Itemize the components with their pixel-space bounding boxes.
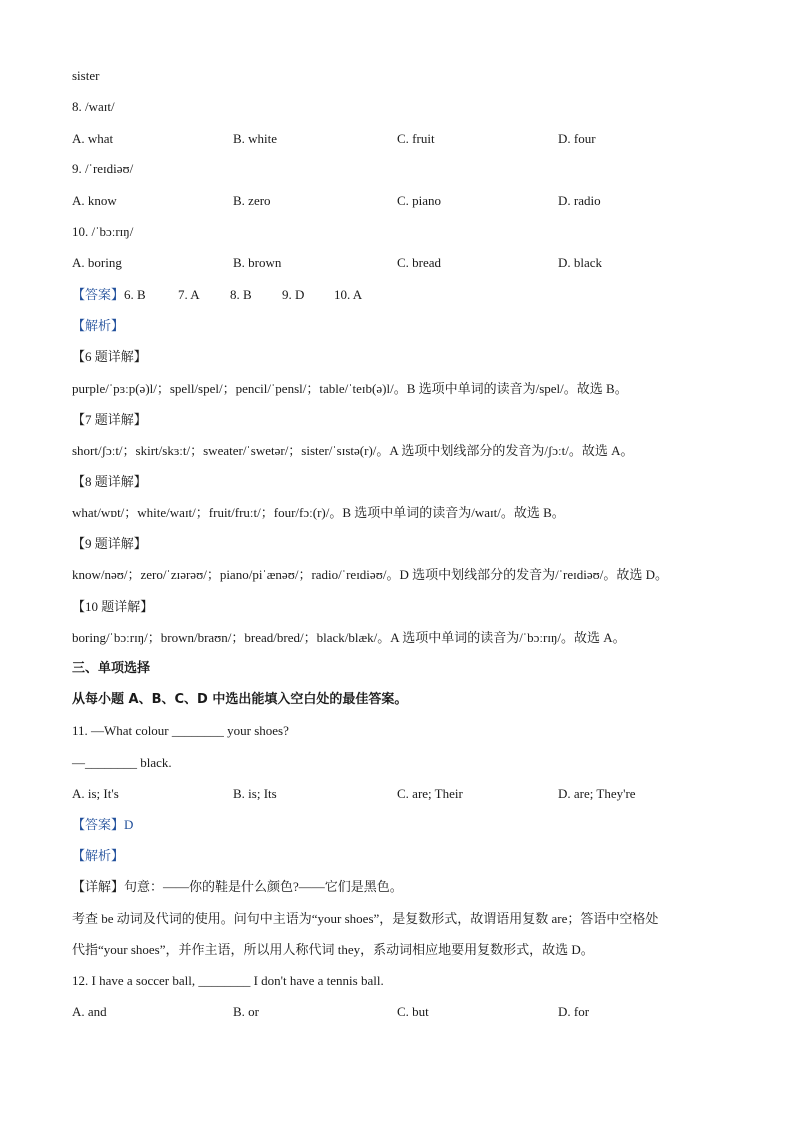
answer-item: 7. A: [178, 287, 200, 302]
analysis-label: 【解析】: [72, 318, 125, 333]
q11-option-c: C. are; Their: [397, 786, 463, 801]
answer-item: 8. B: [230, 287, 252, 302]
q12-option-b: B. or: [233, 1004, 259, 1019]
q10-option-d: D. black: [558, 255, 603, 270]
q11-option-d: D. are; They're: [558, 786, 636, 801]
q9-stem: 9. /ˈreɪdiəʊ/: [72, 161, 134, 176]
q10-option-a: A. boring: [72, 255, 122, 270]
detail-heading: 【9 题详解】: [72, 536, 147, 551]
detail-text: know/nəʊ/；zero/ˈzɪərəʊ/；piano/piˈænəʊ/；radio/ˈreɪdiəʊ/。D 选项中划线部分的发音为/ˈreɪdiəʊ/。故选 D。: [72, 567, 668, 582]
q8-option-b: B. white: [233, 131, 278, 146]
q11-answer: 【答案】D: [72, 817, 134, 832]
q10-stem: 10. /ˈbɔːrɪŋ/: [72, 224, 134, 239]
q12-option-a: A. and: [72, 1004, 107, 1019]
section-title: 三、单项选择: [72, 661, 151, 676]
answer-item: 10. A: [334, 287, 363, 302]
detail-heading: 【7 题详解】: [72, 412, 147, 427]
q10-option-c: C. bread: [397, 255, 442, 270]
q11-explain-line-2: 代指“your shoes”，并作主语，所以用人称代词 they，系动词相应地要用复数形式，故选 D。: [72, 942, 594, 957]
section-instruction: 从每小题 A、B、C、D 中选出能填入空白处的最佳答案。: [72, 692, 408, 707]
answer-item: 6. B: [124, 287, 146, 302]
q10-option-b: B. brown: [233, 255, 282, 270]
q8-option-a: A. what: [72, 131, 114, 146]
q9-option-a: A. know: [72, 193, 117, 208]
answer-label: 【答案】: [72, 287, 125, 302]
q7-option-tail: sister: [72, 68, 100, 83]
q8-stem: 8. /waɪt/: [72, 99, 115, 114]
detail-text: short/ʃɔːt/；skirt/skɜːt/；sweater/ˈswetər/；sister/ˈsɪstə(r)/。A 选项中划线部分的发音为/ʃɔːt/。故选 A。: [72, 443, 634, 458]
detail-heading: 【8 题详解】: [72, 474, 147, 489]
q12-option-d: D. for: [558, 1004, 590, 1019]
q9-option-d: D. radio: [558, 193, 601, 208]
detail-text: purple/ˈpɜːp(ə)l/；spell/spel/；pencil/ˈpensl/；table/ˈteɪb(ə)l/。B 选项中单词的读音为/spel/。故选 B。: [72, 381, 628, 396]
q12-option-c: C. but: [397, 1004, 429, 1019]
q11-analysis-label: 【解析】: [72, 848, 125, 863]
q8-option-d: D. four: [558, 131, 596, 146]
q12-stem: 12. I have a soccer ball, ________ I don't have a tennis ball.: [72, 973, 384, 988]
detail-text: what/wɒt/；white/waɪt/；fruit/fruːt/；four/fɔː(r)/。B 选项中单词的读音为/waɪt/。故选 B。: [72, 505, 565, 520]
detail-heading: 【10 题详解】: [72, 599, 154, 614]
q9-option-b: B. zero: [233, 193, 271, 208]
q11-detail: 【详解】句意：——你的鞋是什么颜色?——它们是黑色。: [72, 879, 403, 894]
answer-item: 9. D: [282, 287, 305, 302]
q11-option-b: B. is; Its: [233, 786, 277, 801]
q11-explain-line-1: 考查 be 动词及代词的使用。问句中主语为“your shoes”，是复数形式，故谓语用复数 are；答语中空格处: [72, 911, 659, 926]
q9-option-c: C. piano: [397, 193, 442, 208]
detail-text: boring/ˈbɔːrɪŋ/；brown/braʊn/；bread/bred/；black/blæk/。A 选项中单词的读音为/ˈbɔːrɪŋ/。故选 A。: [72, 630, 626, 645]
q11-stem-2: —________ black.: [72, 755, 172, 770]
q11-stem: 11. —What colour ________ your shoes?: [72, 723, 289, 738]
detail-heading: 【6 题详解】: [72, 349, 147, 364]
q8-option-c: C. fruit: [397, 131, 435, 146]
q11-option-a: A. is; It's: [72, 786, 119, 801]
